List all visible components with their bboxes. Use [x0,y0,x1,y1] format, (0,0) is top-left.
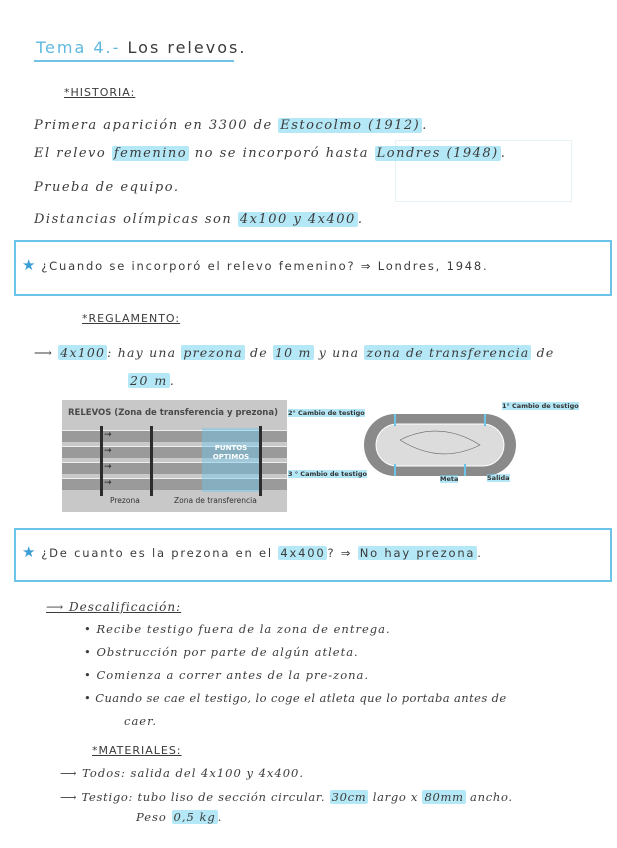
track-label-cambio-3: 3 ° Cambio de testigo [288,470,367,478]
reglamento-line-2: 20 m . [130,373,176,388]
page-title [36,38,246,57]
track-label-cambio-1: 1° Cambio de testigo [502,402,579,410]
reglamento-heading: *REGLAMENTO: [82,312,181,325]
materiales-todos: ⟶ Todos: salida del 4x100 y 4x400. [60,766,305,780]
descalificacion-item: • Recibe testigo fuera de la zona de entrega. [84,622,391,636]
historia-line-1: Primera aparición en 3300 de Estocolmo (1912) . [34,118,428,133]
relay-zone-diagram [62,400,287,512]
question-2-text: ★ ¿De cuanto es la prezona en el 4x400 ? ⇒ No hay prezona . [22,543,483,561]
zone-label-1: PUNTOS [214,444,248,452]
zone-end-line [259,426,262,496]
prezona-start-line [100,426,103,496]
title-underline [34,60,234,62]
diagram-title: RELEVOS (Zona de transferencia y prezona) [68,408,278,418]
descalificacion-item-continuation: caer. [124,714,157,728]
arrow-icon: → [104,462,112,472]
question-1-text: ★ ¿Cuando se incorporó el relevo femenino? ⇒ Londres, 1948. [22,256,489,274]
arrow-icon: → [104,446,112,456]
descalificacion-item: • Cuando se cae el testigo, lo coge el atleta que lo portaba antes de [84,691,507,705]
prezona-label: Prezona [110,496,140,505]
zone-start-line [150,426,153,496]
zona-label: Zona de transferencia [174,496,257,505]
descalificacion-item: • Comienza a correr antes de la pre-zona. [84,668,370,682]
title-part-2: Los relevos. [127,38,247,57]
track-inner [376,424,504,466]
star-icon: ★ [22,543,38,561]
track-label-cambio-2: 2° Cambio de testigo [288,409,365,417]
track-label-meta: Meta [440,475,459,483]
reglamento-line-1: ⟶ 4x100 : hay una prezona de 10 m y una zona de transferencia de [34,345,555,360]
historia-line-4: Distancias olímpicas son 4x100 y 4x400 . [34,212,364,227]
title-part-1: Tema 4.- [36,38,121,57]
descalificacion-heading: ⟶ Descalificación: [46,600,182,614]
track-diagram [360,410,520,480]
descalificacion-item: • Obstrucción por parte de algún atleta. [84,645,359,659]
historia-line-2: El relevo femenino no se incorporó hasta Londres (1948) . [34,146,507,161]
star-icon: ★ [22,256,38,274]
materiales-testigo: ⟶ Testigo: tubo liso de sección circular. 30cm largo x 80mm ancho. [60,790,513,804]
materiales-heading: *MATERIALES: [92,744,182,757]
arrow-icon: → [104,478,112,488]
arrow-icon: → [104,430,112,440]
track-label-salida: Salida [487,474,510,482]
historia-heading: *HISTORIA: [64,86,136,99]
zone-label-2: OPTIMOS [212,453,250,461]
materiales-peso: Peso 0,5 kg . [136,810,223,824]
historia-line-3: Prueba de equipo. [34,180,180,195]
